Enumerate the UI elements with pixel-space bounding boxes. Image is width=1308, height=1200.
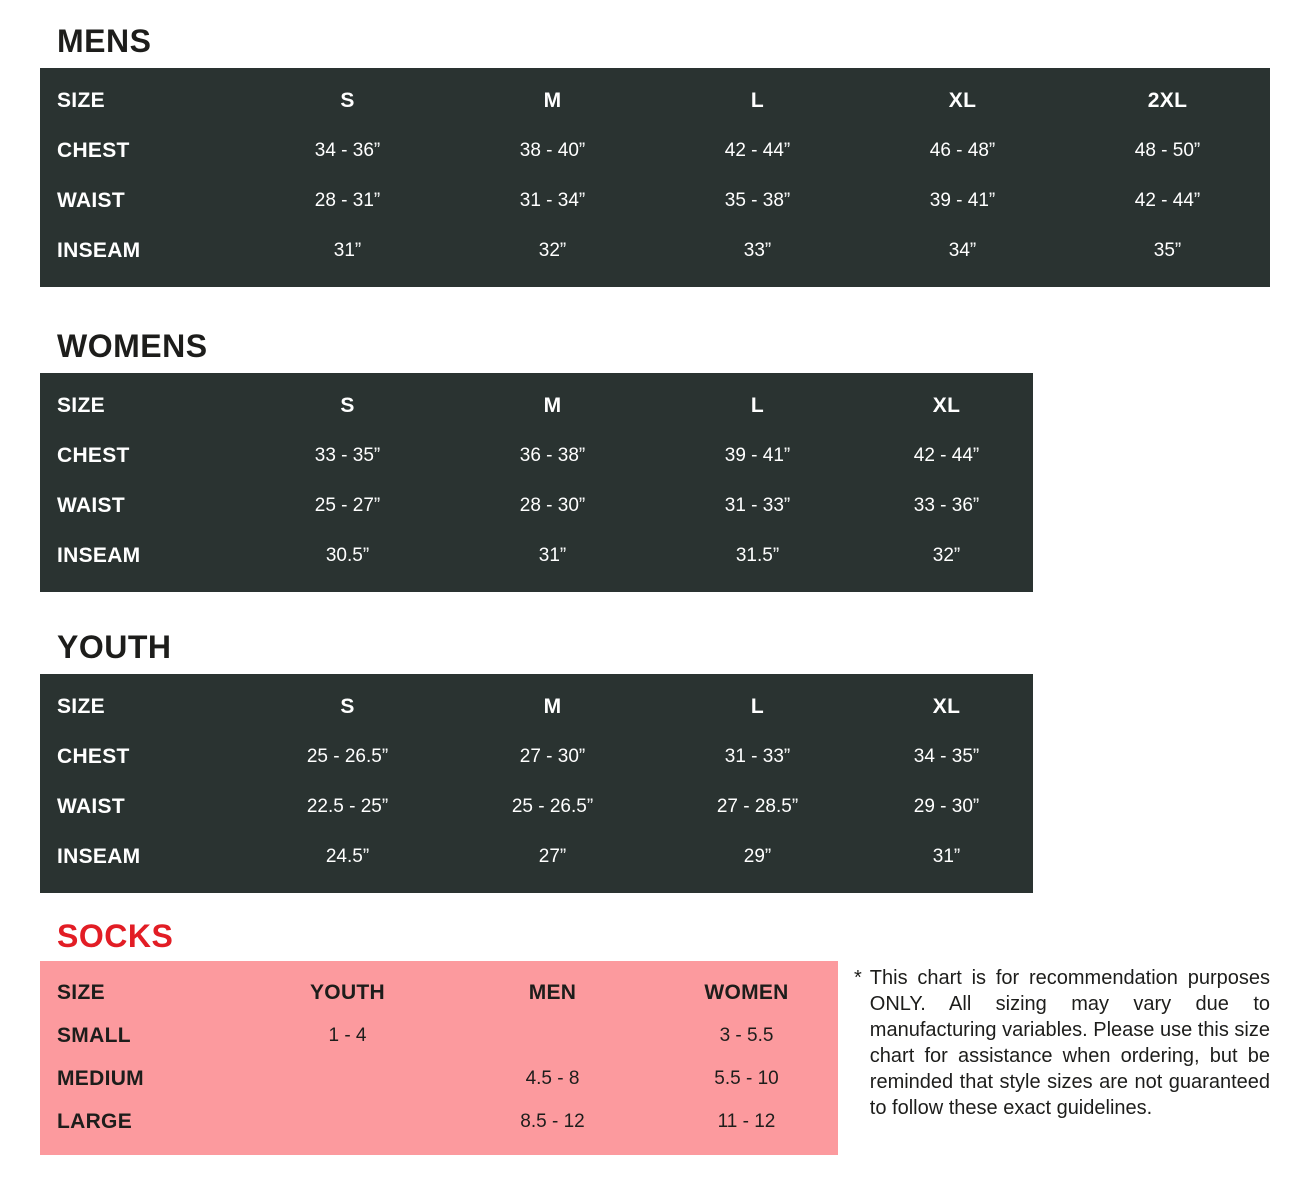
row-label-small: SMALL xyxy=(57,1023,131,1047)
size-cell: 34 - 35” xyxy=(913,746,980,767)
size-cell: 39 - 41” xyxy=(724,445,791,466)
socks-section xyxy=(40,919,1270,1155)
row-label-large: LARGE xyxy=(57,1109,132,1133)
size-cell: 29 - 30” xyxy=(913,796,980,817)
column-header-xl: XL xyxy=(932,394,961,417)
size-cell: 4.5 - 8 xyxy=(525,1067,580,1089)
size-cell: 36 - 38” xyxy=(519,445,586,466)
row-label-chest: CHEST xyxy=(57,745,130,768)
table-row xyxy=(40,531,1033,581)
size-cell: 42 - 44” xyxy=(1134,190,1201,211)
size-cell: 46 - 48” xyxy=(929,140,996,161)
size-cell: 25 - 26.5” xyxy=(511,796,594,817)
youth-section xyxy=(40,630,1270,893)
size-cell: 31 - 33” xyxy=(724,746,791,767)
size-cell: 38 - 40” xyxy=(519,140,586,161)
row-label-waist: WAIST xyxy=(57,795,125,818)
table-header-row xyxy=(40,682,1033,732)
asterisk-marker: * xyxy=(854,967,862,989)
youth-size-table xyxy=(40,682,1033,882)
size-cell: 32” xyxy=(932,545,961,566)
mens-size-table xyxy=(40,76,1270,276)
womens-table-panel xyxy=(40,373,1033,592)
size-cell: 42 - 44” xyxy=(913,445,980,466)
column-header-s: S xyxy=(340,394,355,417)
size-cell: 33 - 36” xyxy=(913,495,980,516)
row-label-inseam: INSEAM xyxy=(57,239,141,262)
table-row xyxy=(40,1014,838,1057)
size-cell: 34” xyxy=(948,240,977,261)
column-header-s: S xyxy=(340,89,355,112)
row-label-chest: CHEST xyxy=(57,139,130,162)
size-cell: 30.5” xyxy=(325,545,370,566)
socks-heading: SOCKS xyxy=(57,918,174,954)
socks-row-wrapper xyxy=(40,961,1270,1155)
column-header-women: WOMEN xyxy=(704,980,789,1004)
size-cell: 11 - 12 xyxy=(717,1110,776,1132)
size-cell: 35” xyxy=(1153,240,1182,261)
size-cell: 39 - 41” xyxy=(929,190,996,211)
column-header-xl: XL xyxy=(932,695,961,718)
womens-section xyxy=(40,329,1270,592)
table-row xyxy=(40,126,1270,176)
socks-table-panel xyxy=(40,961,838,1155)
size-cell: 27 - 28.5” xyxy=(716,796,799,817)
size-cell: 31” xyxy=(932,846,961,867)
size-cell xyxy=(245,1057,450,1100)
row-label-chest: CHEST xyxy=(57,444,130,467)
table-header-row xyxy=(40,971,838,1014)
size-cell: 25 - 26.5” xyxy=(306,746,389,767)
mens-heading: MENS xyxy=(57,23,152,59)
size-label: SIZE xyxy=(57,89,105,112)
row-label-medium: MEDIUM xyxy=(57,1066,144,1090)
disclaimer-text: This chart is for recommendation purposes ONLY. All sizing may vary due to manufacturing variables. Please use this size chart for assistance when ordering, but be reminded that style sizes are not guaranteed to follow these exact guidelines. xyxy=(869,967,1271,1119)
size-cell xyxy=(450,1014,655,1057)
table-header-row xyxy=(40,381,1033,431)
socks-size-table xyxy=(40,971,838,1143)
column-header-m: M xyxy=(543,695,562,718)
size-cell: 3 - 5.5 xyxy=(719,1024,774,1046)
size-cell: 35 - 38” xyxy=(724,190,791,211)
size-cell: 5.5 - 10 xyxy=(714,1067,779,1089)
size-cell: 33” xyxy=(743,240,772,261)
youth-heading: YOUTH xyxy=(57,629,172,665)
size-cell: 8.5 - 12 xyxy=(520,1110,585,1132)
size-cell: 31” xyxy=(333,240,362,261)
column-header-xl: XL xyxy=(948,89,977,112)
size-cell: 48 - 50” xyxy=(1134,140,1201,161)
table-row xyxy=(40,226,1270,276)
size-cell: 27 - 30” xyxy=(519,746,586,767)
column-header-men: MEN xyxy=(528,980,577,1004)
womens-size-table xyxy=(40,381,1033,581)
row-label-waist: WAIST xyxy=(57,189,125,212)
table-row xyxy=(40,1057,838,1100)
disclaimer-note xyxy=(854,961,1270,1121)
column-header-l: L xyxy=(750,394,765,417)
column-header-s: S xyxy=(340,695,355,718)
size-cell: 27” xyxy=(538,846,567,867)
table-row xyxy=(40,1100,838,1143)
column-header-m: M xyxy=(543,394,562,417)
row-label-inseam: INSEAM xyxy=(57,544,141,567)
mens-section xyxy=(40,24,1270,287)
size-cell: 32” xyxy=(538,240,567,261)
size-cell: 31 - 34” xyxy=(519,190,586,211)
size-cell: 24.5” xyxy=(325,846,370,867)
table-row xyxy=(40,732,1033,782)
womens-heading: WOMENS xyxy=(57,328,208,364)
size-cell: 1 - 4 xyxy=(328,1024,367,1046)
size-label: SIZE xyxy=(57,695,105,718)
column-header-l: L xyxy=(750,89,765,112)
table-row xyxy=(40,832,1033,882)
size-cell: 22.5 - 25” xyxy=(306,796,389,817)
table-row xyxy=(40,176,1270,226)
size-label: SIZE xyxy=(57,394,105,417)
size-cell: 31 - 33” xyxy=(724,495,791,516)
row-label-inseam: INSEAM xyxy=(57,845,141,868)
size-cell: 33 - 35” xyxy=(314,445,381,466)
size-cell xyxy=(245,1100,450,1143)
column-header-youth: YOUTH xyxy=(310,980,385,1004)
size-cell: 28 - 31” xyxy=(314,190,381,211)
size-cell: 34 - 36” xyxy=(314,140,381,161)
mens-table-panel xyxy=(40,68,1270,287)
table-row xyxy=(40,782,1033,832)
youth-table-panel xyxy=(40,674,1033,893)
size-cell: 28 - 30” xyxy=(519,495,586,516)
size-cell: 29” xyxy=(743,846,772,867)
column-header-l: L xyxy=(750,695,765,718)
row-label-waist: WAIST xyxy=(57,494,125,517)
size-cell: 42 - 44” xyxy=(724,140,791,161)
size-cell: 25 - 27” xyxy=(314,495,381,516)
table-row xyxy=(40,481,1033,531)
size-cell: 31.5” xyxy=(735,545,780,566)
table-header-row xyxy=(40,76,1270,126)
size-label: SIZE xyxy=(57,980,105,1004)
column-header-2xl: 2XL xyxy=(1147,89,1188,112)
table-row xyxy=(40,431,1033,481)
size-cell: 31” xyxy=(538,545,567,566)
column-header-m: M xyxy=(543,89,562,112)
